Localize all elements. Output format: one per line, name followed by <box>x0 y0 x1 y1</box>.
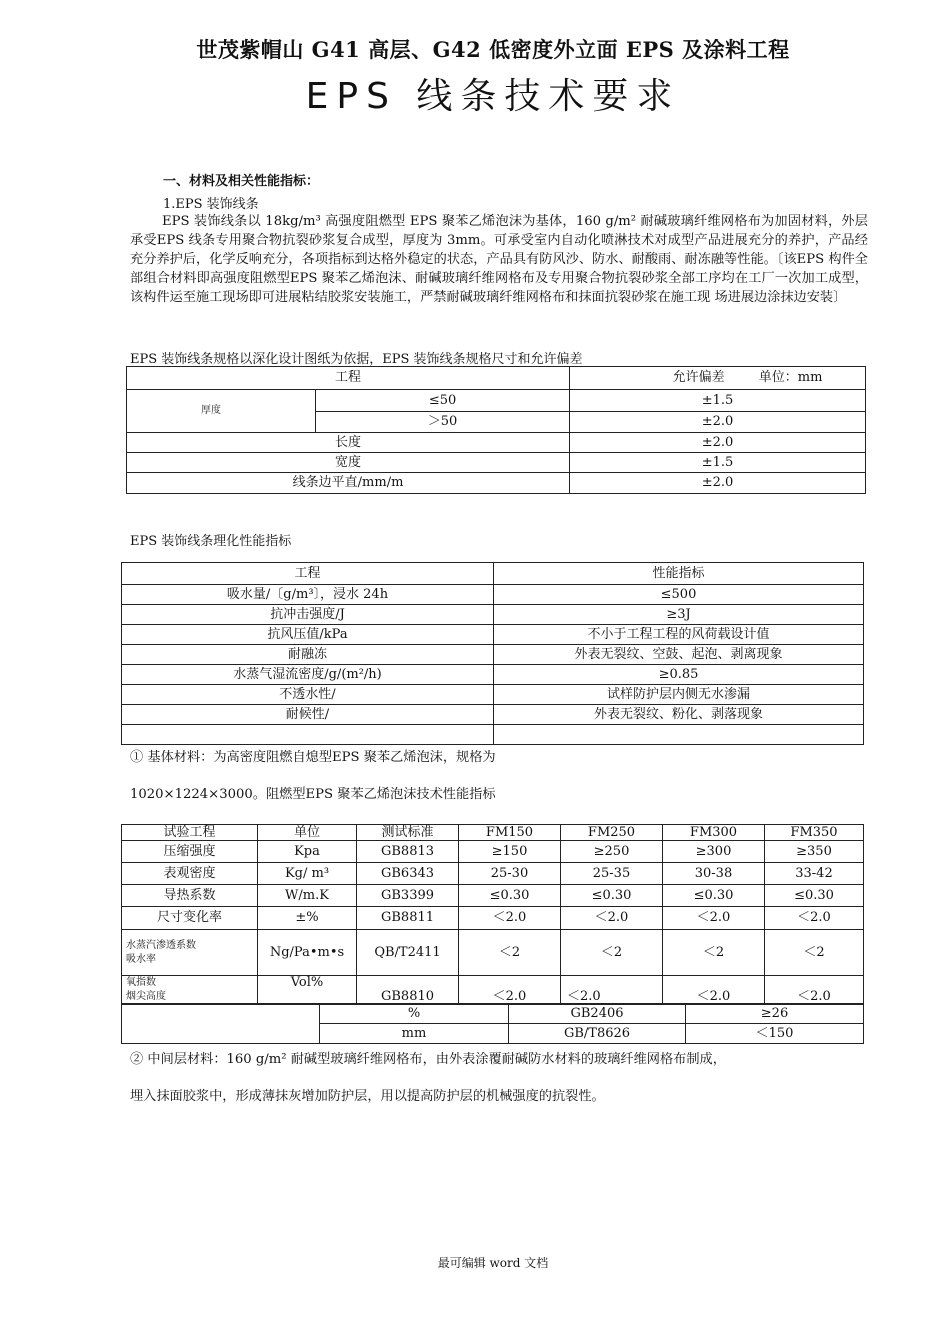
table-header: 单位 <box>258 825 357 841</box>
table-cell: ＜2.0 <box>663 976 765 1005</box>
table-header: FM150 <box>459 825 561 841</box>
table-cell: ±% <box>258 907 357 930</box>
table-cell: W/m.K <box>258 885 357 907</box>
unit-label: 单位：mm <box>758 370 823 385</box>
header-item: 工程 <box>127 367 570 390</box>
table-cell: GB3399 <box>357 885 459 907</box>
table-cell: ＜150 <box>686 1024 864 1044</box>
table-cell: Vol% <box>258 976 357 1005</box>
table-cell: 表观密度 <box>122 863 258 885</box>
smoke-label: 烟尖高度 <box>126 991 166 1002</box>
table-cell: 不透水性/ <box>122 685 494 705</box>
oxygen-label: 氧指数 <box>126 977 156 988</box>
subsection-heading: 1.EPS 装饰线条 <box>163 197 259 212</box>
table-cell: ≤50 <box>316 390 570 412</box>
table-cell: ≤500 <box>494 585 864 605</box>
table-cell: 线条边平直/mm/m <box>127 473 570 494</box>
performance-table <box>121 562 864 745</box>
oxygen-label-cell <box>122 976 258 1005</box>
table-header: FM250 <box>561 825 663 841</box>
table-header: 试验工程 <box>122 825 258 841</box>
vapor-label-cell <box>122 930 258 976</box>
table-cell: ±1.5 <box>570 453 866 473</box>
table-cell: % <box>320 1004 509 1024</box>
table-cell: 长度 <box>127 433 570 453</box>
document-title: 世茂紫帽山 G41 高层、G42 低密度外立面 EPS 及涂料工程 <box>196 37 790 62</box>
table-header: 测试标准 <box>357 825 459 841</box>
table2-caption: EPS 装饰线条理化性能指标 <box>130 534 292 549</box>
table-cell: Ng/Pa•m•s <box>258 930 357 976</box>
table-cell: 外表无裂纹、粉化、剥落现象 <box>494 705 864 725</box>
table-cell: ≥3J <box>494 605 864 625</box>
table-cell: Kpa <box>258 841 357 863</box>
table-cell: ＜2 <box>663 930 765 976</box>
table-cell: 水蒸气湿流密度/g/(m²/h) <box>122 665 494 685</box>
table-cell: GB8810 <box>357 976 459 1005</box>
table-cell: 抗冲击强度/J <box>122 605 494 625</box>
table-cell: 吸水量/〔g/m³〕，浸水 24h <box>122 585 494 605</box>
table-cell: ≥300 <box>663 841 765 863</box>
table-cell: ＜2 <box>459 930 561 976</box>
foam-spec-table <box>121 824 864 1005</box>
table-cell: ±2.0 <box>570 473 866 494</box>
table-cell: 25-35 <box>561 863 663 885</box>
table-cell: 试样防护层内侧无水渗漏 <box>494 685 864 705</box>
middle-layer-line2: 埋入抹面胶浆中，形成薄抹灰增加防护层，用以提高防护层的机械强度的抗裂性。 <box>130 1089 605 1104</box>
table-header: FM350 <box>765 825 864 841</box>
table-cell: 不小于工程工程的风荷载设计值 <box>494 625 864 645</box>
table-cell: 33-42 <box>765 863 864 885</box>
table-cell: ＜2.0 <box>561 907 663 930</box>
table-cell: 耐候性/ <box>122 705 494 725</box>
table-cell: GB/T8626 <box>509 1024 686 1044</box>
document-subtitle: EPS 线条技术要求 <box>305 76 681 117</box>
table-cell: ±2.0 <box>570 412 866 433</box>
table-cell: 压缩强度 <box>122 841 258 863</box>
table-cell <box>122 1004 320 1044</box>
table-cell: ＜2.0 <box>561 976 663 1005</box>
table-cell: 宽度 <box>127 453 570 473</box>
header-item: 工程 <box>122 563 494 585</box>
table-cell: QB/T2411 <box>357 930 459 976</box>
table-cell: ＞50 <box>316 412 570 433</box>
table-cell: ＜2.0 <box>663 907 765 930</box>
vapor-label: 水蒸汽渗透系数 <box>126 939 196 951</box>
table-cell: 外表无裂纹、空鼓、起泡、剥离现象 <box>494 645 864 665</box>
header-performance: 性能指标 <box>494 563 864 585</box>
table-cell: ≤0.30 <box>459 885 561 907</box>
table-cell: ≥150 <box>459 841 561 863</box>
section-heading: 一、材料及相关性能指标： <box>163 174 320 189</box>
table-cell: 30-38 <box>663 863 765 885</box>
table-cell: GB8811 <box>357 907 459 930</box>
table-cell <box>494 725 864 745</box>
table-header: FM300 <box>663 825 765 841</box>
table-cell: Kg/ m³ <box>258 863 357 885</box>
table-cell: ≤0.30 <box>663 885 765 907</box>
water-label: 吸水率 <box>126 953 156 965</box>
table-cell: GB2406 <box>509 1004 686 1024</box>
table-cell: ≥0.85 <box>494 665 864 685</box>
base-material-line1: ① 基体材料：为高密度阻燃自熄型EPS 聚苯乙烯泡沫，规格为 <box>130 750 496 765</box>
table-cell: ＜2.0 <box>459 907 561 930</box>
base-material-line2: 1020×1224×3000。阻燃型EPS 聚苯乙烯泡沫技术性能指标 <box>130 787 496 802</box>
table-cell: mm <box>320 1024 509 1044</box>
foam-spec-extra-table <box>121 1003 864 1044</box>
table-cell: 抗风压值/kPa <box>122 625 494 645</box>
header-deviation: 允许偏差 单位：mm <box>570 367 866 390</box>
table-cell: ＜2 <box>765 930 864 976</box>
table-cell: ≥350 <box>765 841 864 863</box>
table-cell: ±2.0 <box>570 433 866 453</box>
table-cell: 25-30 <box>459 863 561 885</box>
table-cell: GB8813 <box>357 841 459 863</box>
table-cell: 尺寸变化率 <box>122 907 258 930</box>
table-cell: 耐融冻 <box>122 645 494 665</box>
tolerance-table <box>126 366 866 494</box>
table-cell: ＜2.0 <box>459 976 561 1005</box>
description-paragraph: EPS 装饰线条以 18kg/m³ 高强度阻燃型 EPS 聚苯乙烯泡沫为基体，160 g/m² 耐碱玻璃纤维网格布为加固材料，外层承受EPS 线条专用聚合物抗裂砂浆复合成型，厚度为 3mm。可承受室内自动化喷淋技术对成型产品进展充分的养护，产品经充分养护后，化学反响充分，各项指标到达格外稳定的状态，产品具有防风沙、防水、耐酸雨、耐冻融等性能。〔该EPS 构件全部组合材料即高强度阻燃型EPS 聚苯乙烯泡沫、耐碱玻璃纤维网格布及专用聚合物抗裂砂浆全部工序均在工厂一次加工成型， 该构件运至施工现场即可进展粘结胶浆安装施工，严禁耐碱玻璃纤维网格布和抹面抗裂砂浆在施工现 场进展边涂抹边安装〕 <box>130 214 868 305</box>
spec-line: EPS 装饰线条规格以深化设计图纸为依据，EPS 装饰线条规格尺寸和允许偏差 <box>130 352 583 367</box>
table-cell: ＜2.0 <box>765 907 864 930</box>
table-cell: 导热系数 <box>122 885 258 907</box>
table-cell <box>122 725 494 745</box>
table-cell: ≤0.30 <box>561 885 663 907</box>
page-footer: 最可编辑 word 文档 <box>437 1256 549 1270</box>
table-cell: ＜2 <box>561 930 663 976</box>
table-cell: ±1.5 <box>570 390 866 412</box>
table-cell: GB6343 <box>357 863 459 885</box>
thickness-label: 厚度 <box>127 390 316 433</box>
table-cell: ＜2.0 <box>765 976 864 1005</box>
middle-layer-line1: ② 中间层材料：160 g/m² 耐碱型玻璃纤维网格布，由外表涂覆耐碱防水材料的玻璃纤维网格布制成， <box>130 1052 726 1067</box>
table-cell: ≤0.30 <box>765 885 864 907</box>
table-cell: ≥26 <box>686 1004 864 1024</box>
table-cell: ≥250 <box>561 841 663 863</box>
